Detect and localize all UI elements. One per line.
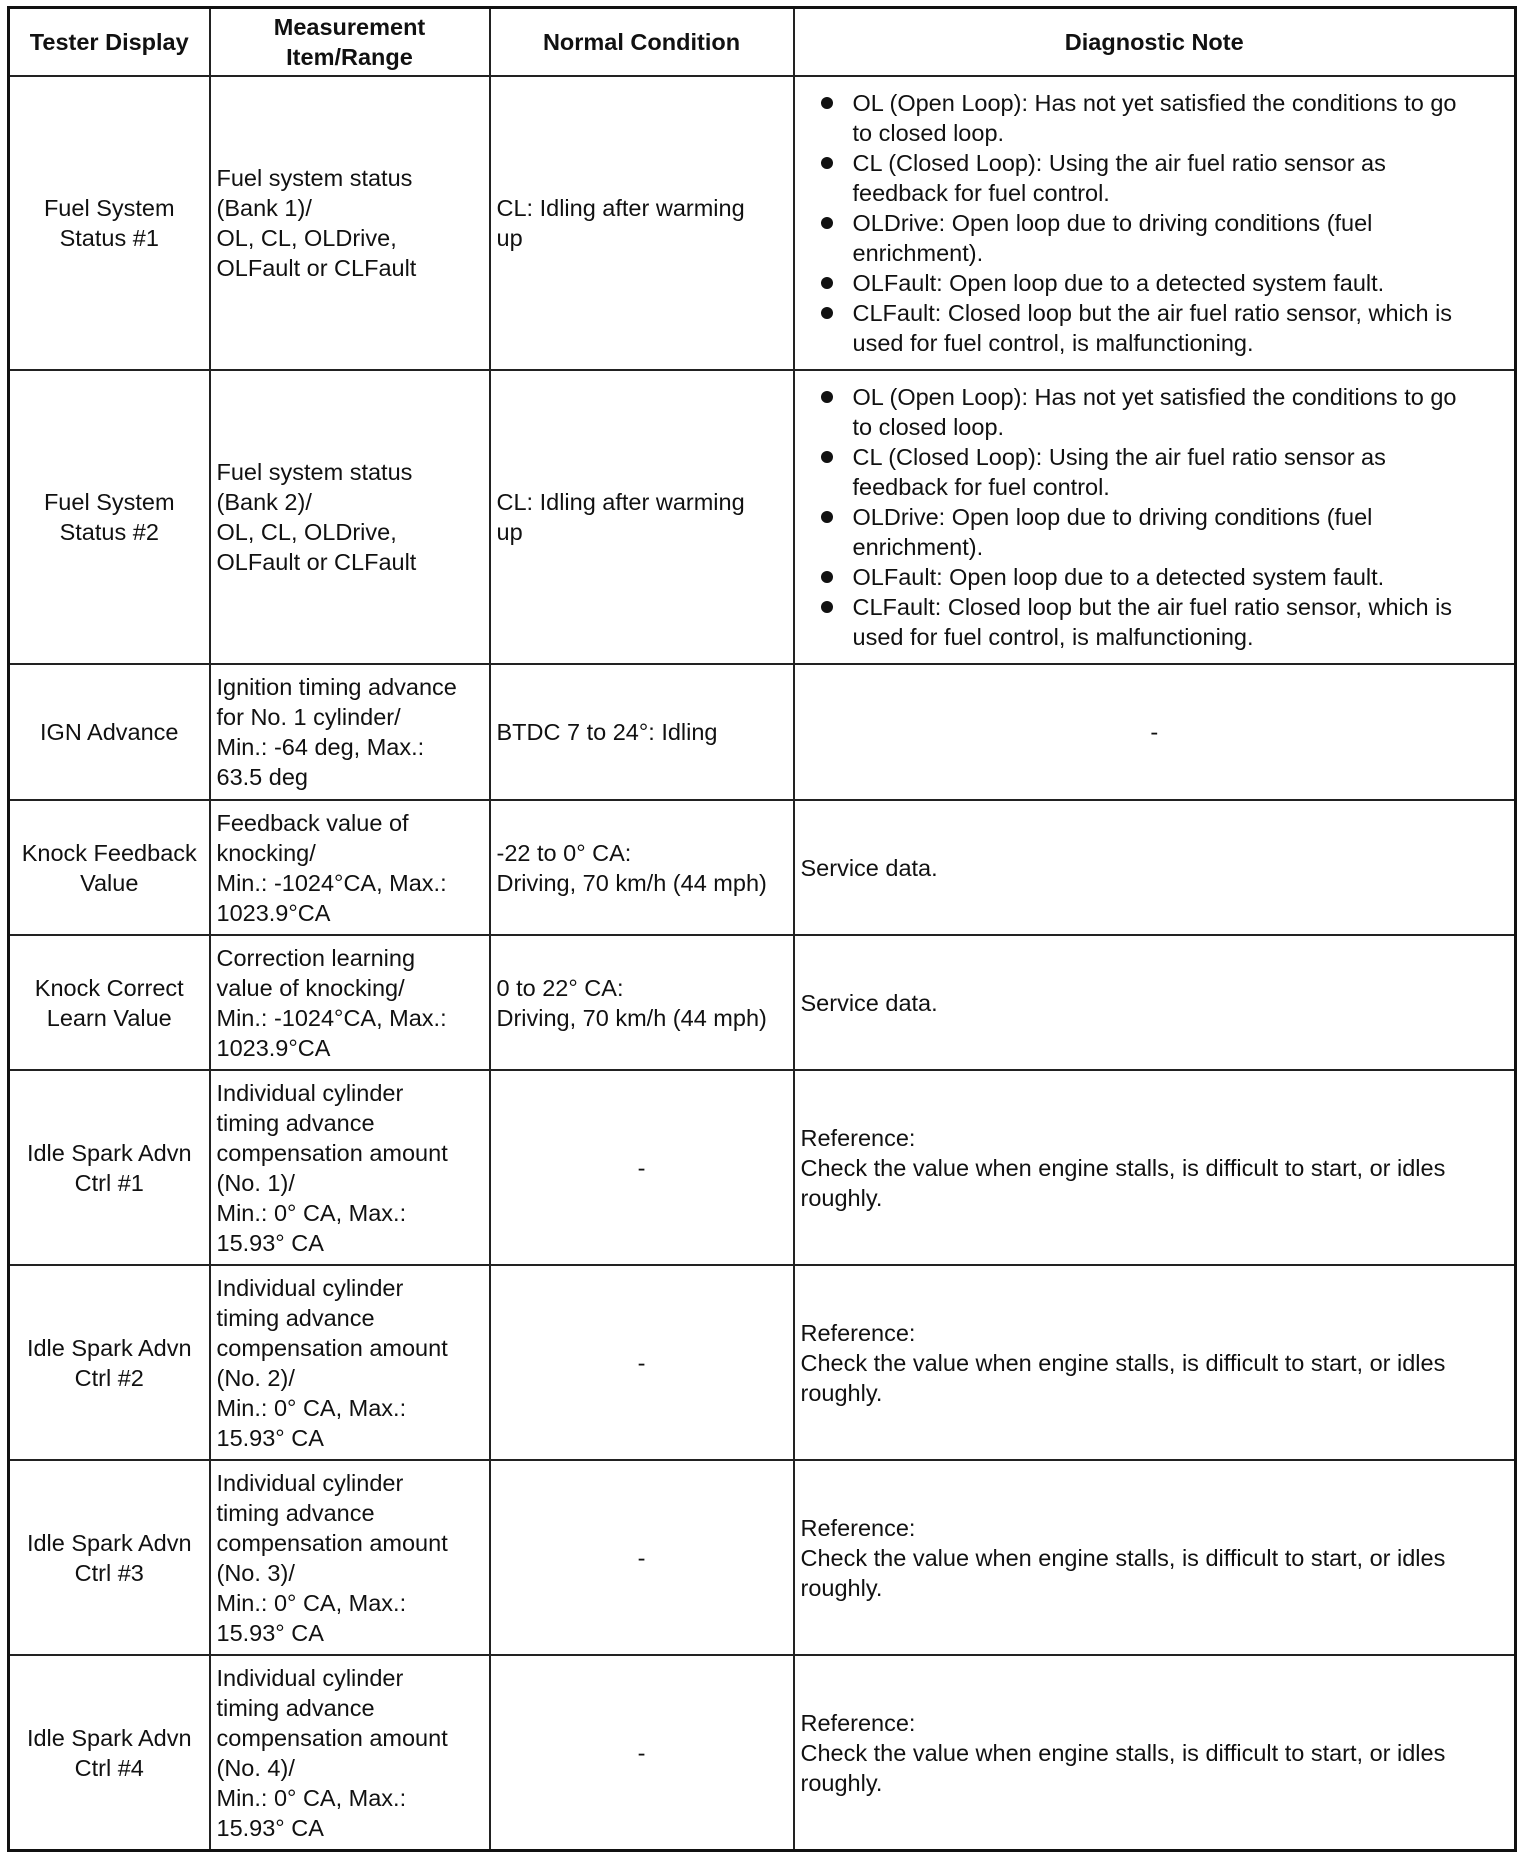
cell-diagnostic-note [794, 1070, 1516, 1265]
diagnostic-bullet-line: OLDrive: Open loop due to driving conditions (fuel [852, 504, 1373, 530]
cell-measurement-range [210, 664, 490, 800]
measurement-range-line: Min.: -1024°CA, Max.: [216, 1004, 447, 1031]
cell-diagnostic-note [794, 370, 1516, 664]
measurement-range-line: OL, CL, OLDrive, [216, 519, 397, 545]
cell-tester-display [9, 370, 210, 664]
measurement-range-line: compensation amount [216, 1139, 448, 1166]
measurement-range-line: for No. 1 cylinder/ [216, 704, 401, 730]
normal-condition-line: -22 to 0° CA: [496, 839, 632, 866]
measurement-range-line: Individual cylinder [216, 1079, 404, 1106]
cell-tester-display [9, 1655, 210, 1851]
measurement-range-line: 1023.9°CA [216, 1034, 331, 1061]
measurement-range-line: Individual cylinder [216, 1274, 404, 1301]
diagnostic-bullet-line: OL (Open Loop): Has not yet satisfied the conditions to go [852, 90, 1457, 116]
table-body [9, 76, 1516, 1851]
cell-tester-display [9, 664, 210, 800]
header-row [9, 8, 1516, 77]
measurement-range-line: timing advance [216, 1109, 375, 1136]
list-item [821, 148, 1503, 208]
cell-tester-display [9, 935, 210, 1070]
measurement-range-line: Fuel system status [216, 165, 413, 191]
cell-measurement-range [210, 1460, 490, 1655]
cell-normal-condition [490, 935, 794, 1070]
header-measurement-line2: Item/Range [286, 44, 413, 70]
table-row [9, 1070, 1516, 1265]
cell-diagnostic-note [794, 1655, 1516, 1851]
diagnostic-note-line: Check the value when engine stalls, is difficult to start, or idles [800, 1154, 1446, 1181]
tester-display-line: Idle Spark Advn [26, 1139, 192, 1166]
measurement-range-line: Min.: 0° CA, Max.: [216, 1394, 407, 1421]
tester-display-line: Status #1 [59, 225, 159, 251]
measurement-range-line: Individual cylinder [216, 1664, 404, 1691]
cell-measurement-range [210, 76, 490, 370]
measurement-range-line: Min.: 0° CA, Max.: [216, 1589, 407, 1616]
data-list-table [7, 6, 1517, 1852]
tester-display-line: Idle Spark Advn [26, 1724, 192, 1751]
diagnostic-bullet-line: used for fuel control, is malfunctioning. [852, 624, 1254, 650]
list-item [821, 592, 1503, 652]
cell-normal-condition [490, 76, 794, 370]
normal-condition-line: CL: Idling after warming [496, 489, 745, 515]
tester-display-line: Fuel System [43, 195, 175, 221]
measurement-range-line: Ignition timing advance [216, 674, 457, 700]
measurement-range-line: (Bank 2)/ [216, 489, 312, 515]
diagnostic-bullet-line: to closed loop. [852, 120, 1005, 146]
list-item [821, 268, 1503, 298]
measurement-range-line: 15.93° CA [216, 1424, 324, 1451]
tester-display-line: Knock Correct [34, 974, 184, 1001]
table-row [9, 800, 1516, 935]
cell-normal-condition [490, 1655, 794, 1851]
measurement-range-line: compensation amount [216, 1334, 448, 1361]
cell-diagnostic-note [794, 664, 1516, 800]
diagnostic-note-line: roughly. [800, 1574, 883, 1601]
measurement-range-line: Min.: 0° CA, Max.: [216, 1199, 407, 1226]
list-item [821, 562, 1503, 592]
normal-condition-line: - [637, 1349, 646, 1376]
list-item [821, 298, 1503, 358]
measurement-range-line: OL, CL, OLDrive, [216, 225, 397, 251]
tester-display-line: Ctrl #3 [74, 1559, 144, 1586]
diagnostic-bullet-line: used for fuel control, is malfunctioning. [852, 330, 1254, 356]
measurement-range-line: 15.93° CA [216, 1229, 324, 1256]
diagnostic-note-line: Reference: [800, 1514, 916, 1541]
diagnostic-note-line: Reference: [800, 1124, 916, 1151]
measurement-range-line: Feedback value of [216, 809, 409, 836]
measurement-range-line: Fuel system status [216, 459, 413, 485]
bullet-icon [821, 511, 833, 523]
normal-condition-line: CL: Idling after warming [496, 195, 745, 221]
diagnostic-note-line: Reference: [800, 1319, 916, 1346]
diagnostic-bullet-line: enrichment). [852, 534, 984, 560]
cell-diagnostic-note [794, 935, 1516, 1070]
tester-display-line: Ctrl #1 [74, 1169, 144, 1196]
cell-normal-condition [490, 1460, 794, 1655]
measurement-range-line: timing advance [216, 1499, 375, 1526]
measurement-range-line: (No. 2)/ [216, 1364, 295, 1391]
table-row [9, 1265, 1516, 1460]
normal-condition-line: BTDC 7 to 24°: Idling [496, 719, 718, 745]
diagnostic-bullet-line: CLFault: Closed loop but the air fuel ratio sensor, which is [852, 300, 1453, 326]
cell-diagnostic-note [794, 1460, 1516, 1655]
bullet-icon [821, 277, 833, 289]
diagnostic-note-line: - [1150, 719, 1159, 745]
cell-measurement-range [210, 800, 490, 935]
cell-measurement-range [210, 1655, 490, 1851]
tester-display-line: Status #2 [59, 519, 159, 545]
measurement-range-line: 1023.9°CA [216, 899, 331, 926]
bullet-icon [821, 601, 833, 613]
diagnostic-note-line: roughly. [800, 1769, 883, 1796]
header-tester-display: Tester Display [9, 8, 210, 77]
cell-measurement-range [210, 1070, 490, 1265]
measurement-range-line: timing advance [216, 1694, 375, 1721]
cell-tester-display [9, 1070, 210, 1265]
list-item [821, 88, 1503, 148]
measurement-range-line: 15.93° CA [216, 1619, 324, 1646]
diagnostic-bullet-line: OLFault: Open loop due to a detected system fault. [852, 270, 1385, 296]
diagnostic-bullet-list [801, 382, 1509, 652]
list-item [821, 208, 1503, 268]
bullet-icon [821, 391, 833, 403]
diagnostic-bullet-line: CL (Closed Loop): Using the air fuel ratio sensor as [852, 444, 1386, 470]
normal-condition-line: up [496, 225, 523, 251]
normal-condition-line: 0 to 22° CA: [496, 974, 624, 1001]
header-measurement-line1: Measurement [273, 14, 426, 40]
table-row [9, 370, 1516, 664]
diagnostic-note-line: Check the value when engine stalls, is difficult to start, or idles [800, 1544, 1446, 1571]
bullet-icon [821, 97, 833, 109]
cell-diagnostic-note [794, 1265, 1516, 1460]
cell-normal-condition [490, 1265, 794, 1460]
normal-condition-line: Driving, 70 km/h (44 mph) [496, 869, 767, 896]
diagnostic-bullet-line: OLDrive: Open loop due to driving conditions (fuel [852, 210, 1373, 236]
measurement-range-line: 63.5 deg [216, 764, 308, 790]
tester-display-line: Value [80, 869, 139, 896]
diagnostic-bullet-line: enrichment). [852, 240, 984, 266]
tester-display-line: Ctrl #4 [74, 1754, 144, 1781]
measurement-range-line: value of knocking/ [216, 974, 405, 1001]
normal-condition-line: - [637, 1154, 646, 1181]
cell-normal-condition [490, 664, 794, 800]
normal-condition-line: - [637, 1739, 646, 1766]
table-row [9, 1655, 1516, 1851]
bullet-icon [821, 217, 833, 229]
bullet-icon [821, 307, 833, 319]
table-row [9, 935, 1516, 1070]
tester-display-line: Knock Feedback [21, 839, 197, 866]
diagnostic-bullet-line: CL (Closed Loop): Using the air fuel ratio sensor as [852, 150, 1386, 176]
tester-display-line: Learn Value [46, 1004, 172, 1031]
diagnostic-bullet-line: feedback for fuel control. [852, 180, 1110, 206]
diagnostic-note-line: Service data. [800, 989, 938, 1016]
bullet-icon [821, 571, 833, 583]
diagnostic-note-line: roughly. [800, 1379, 883, 1406]
diagnostic-note-line: Service data. [800, 854, 938, 881]
diagnostic-bullet-line: OLFault: Open loop due to a detected system fault. [852, 564, 1385, 590]
bullet-icon [821, 157, 833, 169]
table-row [9, 1460, 1516, 1655]
tester-display-line: Ctrl #2 [74, 1364, 144, 1391]
bullet-icon [821, 451, 833, 463]
tester-display-line: Idle Spark Advn [26, 1334, 192, 1361]
cell-tester-display [9, 76, 210, 370]
diagnostic-note-line: Reference: [800, 1709, 916, 1736]
normal-condition-line: up [496, 519, 523, 545]
measurement-range-line: Min.: -1024°CA, Max.: [216, 869, 447, 896]
measurement-range-line: compensation amount [216, 1724, 448, 1751]
tester-display-line: Fuel System [43, 489, 175, 515]
normal-condition-line: - [637, 1544, 646, 1571]
cell-diagnostic-note [794, 76, 1516, 370]
measurement-range-line: (Bank 1)/ [216, 195, 312, 221]
cell-tester-display [9, 1265, 210, 1460]
cell-tester-display [9, 1460, 210, 1655]
list-item [821, 382, 1503, 442]
cell-measurement-range [210, 935, 490, 1070]
tester-display-line: IGN Advance [40, 719, 179, 745]
tester-display-line: Idle Spark Advn [26, 1529, 192, 1556]
header-normal-condition: Normal Condition [490, 8, 794, 77]
diagnostic-note-line: Check the value when engine stalls, is difficult to start, or idles [800, 1349, 1446, 1376]
measurement-range-line: (No. 1)/ [216, 1169, 295, 1196]
measurement-range-line: Individual cylinder [216, 1469, 404, 1496]
measurement-range-line: (No. 3)/ [216, 1559, 295, 1586]
header-measurement-item-range [210, 8, 490, 77]
diagnostic-note-line: Check the value when engine stalls, is difficult to start, or idles [800, 1739, 1446, 1766]
list-item [821, 442, 1503, 502]
measurement-range-line: OLFault or CLFault [216, 255, 417, 281]
measurement-range-line: compensation amount [216, 1529, 448, 1556]
measurement-range-line: 15.93° CA [216, 1814, 324, 1841]
cell-tester-display [9, 800, 210, 935]
measurement-range-line: knocking/ [216, 839, 316, 866]
cell-normal-condition [490, 370, 794, 664]
measurement-range-line: (No. 4)/ [216, 1754, 295, 1781]
measurement-range-line: Min.: -64 deg, Max.: [216, 734, 425, 760]
measurement-range-line: timing advance [216, 1304, 375, 1331]
measurement-range-line: Correction learning [216, 944, 416, 971]
measurement-range-line: Min.: 0° CA, Max.: [216, 1784, 407, 1811]
table-row [9, 664, 1516, 800]
diagnostic-bullet-line: to closed loop. [852, 414, 1005, 440]
cell-normal-condition [490, 800, 794, 935]
diagnostic-bullet-line: feedback for fuel control. [852, 474, 1110, 500]
diagnostic-bullet-list [801, 88, 1509, 358]
table-row [9, 76, 1516, 370]
diagnostic-bullet-line: OL (Open Loop): Has not yet satisfied the conditions to go [852, 384, 1457, 410]
cell-measurement-range [210, 1265, 490, 1460]
cell-diagnostic-note [794, 800, 1516, 935]
header-diagnostic-note: Diagnostic Note [794, 8, 1516, 77]
measurement-range-line: OLFault or CLFault [216, 549, 417, 575]
diagnostic-bullet-line: CLFault: Closed loop but the air fuel ratio sensor, which is [852, 594, 1453, 620]
normal-condition-line: Driving, 70 km/h (44 mph) [496, 1004, 767, 1031]
list-item [821, 502, 1503, 562]
diagnostic-note-line: roughly. [800, 1184, 883, 1211]
cell-measurement-range [210, 370, 490, 664]
cell-normal-condition [490, 1070, 794, 1265]
